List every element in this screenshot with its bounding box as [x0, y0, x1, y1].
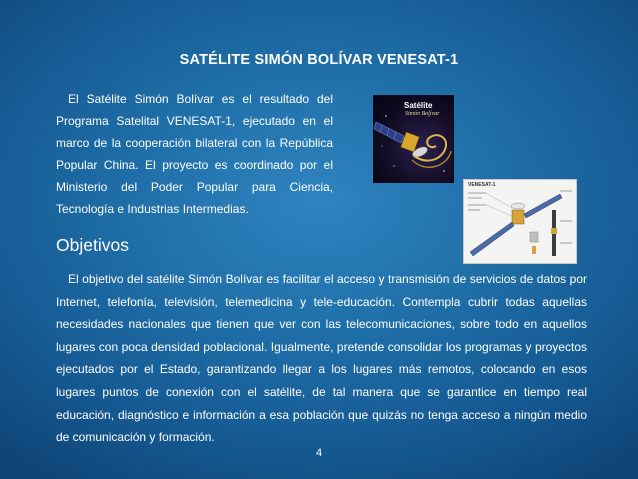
intro-paragraph	[56, 89, 333, 220]
cover-subtitle: Simón Bolívar	[405, 111, 440, 117]
diagram-title: VENESAT-1	[468, 182, 496, 188]
slide-title: SATÉLITE SIMÓN BOLÍVAR VENESAT-1	[179, 52, 459, 68]
satellite-diagram-image	[463, 179, 577, 264]
objectives-text: El objetivo del satélite Simón Bolívar es facilitar el acceso y transmisión de servicios de datos por Internet, telefonía, televisión, telemedicina y tele-educación. Contempla cubrir todas aquellas necesidades nacionales que tienen que ver con las telecomunicaciones, sobre todo en aquellos lugares con poca densidad poblacional. Igualmente, pretende consolidar los programas y proyectos ejecutados por el Estado, garantizando llegar a los lugares más remotos, colocando en esos lugares puntos de conexión con el satélite, de tal manera que se garantice en tiempo real educación, diagnóstico e información a esa población que quizás no tenga acceso a ningún medio de comunicación y formación.	[56, 272, 587, 445]
objectives-heading: Objetivos	[56, 235, 129, 255]
page-number: 4	[315, 447, 323, 459]
objectives-paragraph	[56, 268, 587, 449]
satellite-diagram-illustration	[464, 180, 576, 263]
satellite-cover-image	[373, 95, 454, 183]
cover-title: Satélite	[404, 101, 433, 110]
intro-text: El Satélite Simón Bolívar es el resultado del Programa Satelital VENESAT-1, ejecutado en el marco de la cooperación bilateral con la República Popular China. El proyecto es coordinado por el Ministerio del Poder Popular para Ciencia, Tecnología e Industrias Intermedias.	[56, 92, 333, 216]
